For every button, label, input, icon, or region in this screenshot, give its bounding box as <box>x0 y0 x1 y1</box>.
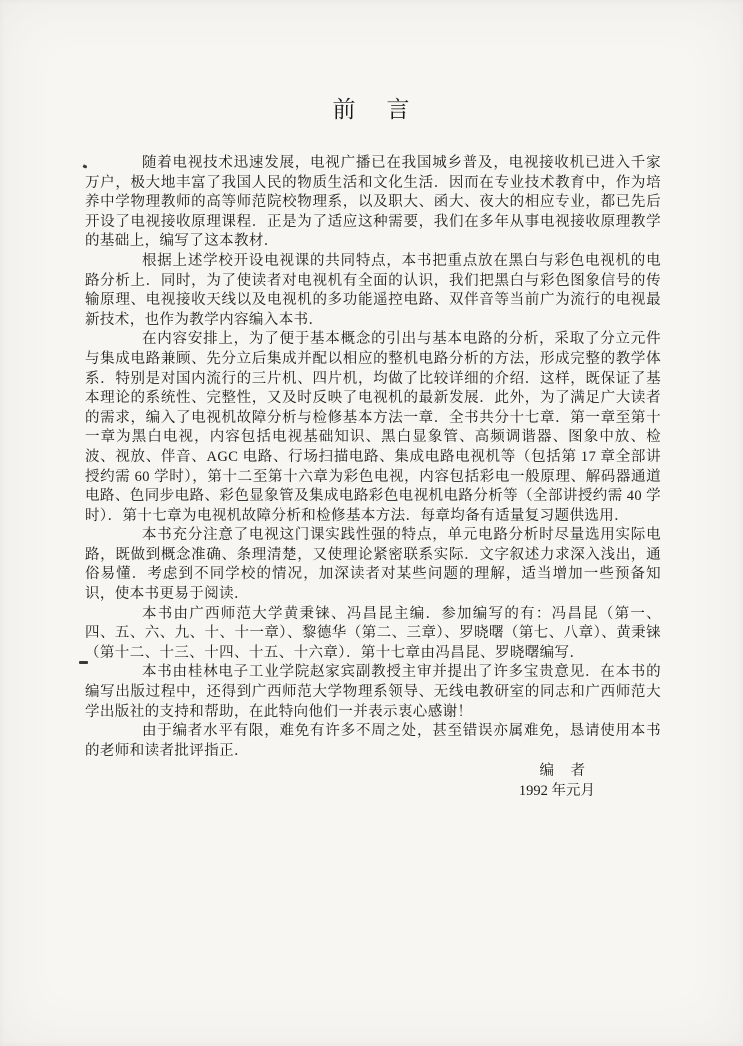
text-block <box>85 96 661 802</box>
paragraph-3: 在内容安排上，为了便于基本概念的引出与基本电路的分析，采取了分立元件与集成电路兼顾、先分立后集成并配以相应的整机电路分析的方法，形成完整的教学体系．特别是对国内流行的三片机、四片机，均做了比较详细的介绍．这样，既保证了基本理论的系统性、完整性，又及时反映了电视机的最新发展．此外，为了满足广大读者的需求，编入了电视机故障分析与检修基本方法一章．全书共分十七章．第一章至第十一章为黑白电视，内容包括电视基础知识、黑白显象管、高频调谐器、图象中放、检波、视放、伴音、AGC 电路、行场扫描电路、集成电路电视机等（包括第 17 章全部讲授约需 60 学时），第十二至第十六章为彩色电视，内容包括彩电一般原理、解码器通道电路、色同步电路、彩色显象管及集成电路彩色电视机电路分析等（全部讲授约需 40 学时）．第十七章为电视机故障分析和检修基本方法．每章均备有适量复习题供选用． <box>85 331 661 524</box>
paragraph-6: 本书由桂林电子工业学院赵家宾副教授主审并提出了许多宝贵意见．在本书的编写出版过程中，还得到广西师范大学物理系领导、无线电教研室的同志和广西师范大学出版社的支持和帮助，在此特向他们一并表示衷心感谢！ <box>85 664 661 720</box>
paragraph-5: 本书由广西师范大学黄秉铼、冯昌昆主编．参加编写的有：冯昌昆（第一、四、五、六、九、十、十一章）、黎德华（第二、三章）、罗晓曙（第七、八章）、黄秉铼（第十二、十三、十四、十五、十六章）．第十七章由冯昌昆、罗晓曙编写． <box>85 605 661 661</box>
paragraph-2: 根据上述学校开设电视课的共同特点，本书把重点放在黑白与彩色电视机的电路分析上．同时，为了使读者对电视机有全面的认识，我们把黑白与彩色图象信号的传输原理、电视接收天线以及电视机的多功能遥控电路、双伴音等当前广为流行的电视最新技术，也作为教学内容编入本书． <box>85 252 661 328</box>
publication-date: 1992 年元月 <box>518 783 595 799</box>
paragraph-7: 由于编者水平有限，难免有许多不周之处，甚至错误亦属难免，恳请使用本书的老师和读者批评指正． <box>85 723 661 759</box>
page-title: 前 言 <box>332 97 414 122</box>
scan-artifact-dash <box>79 661 88 664</box>
author-signature: 编 者 <box>539 763 586 780</box>
paragraph-4: 本书充分注意了电视这门课实践性强的特点，单元电路分析时尽量选用实际电路，既做到概念准确、条理清楚，又使理论紧密联系实际．文字叙述力求深入浅出，通俗易懂．考虑到不同学校的情况，加深读者对某些问题的理解，适当增加一些预备知识，使本书更易于阅读． <box>85 527 661 603</box>
paragraph-1: 随着电视技术迅速发展，电视广播已在我国城乡普及，电视接收机已进入千家万户，极大地丰富了我国人民的物质生活和文化生活．因而在专业技术教育中，作为培养中学物理教师的高等师范院校物理系，以及职大、函大、夜大的相应专业，都已先后开设了电视接收原理课程．正是为了适应这种需要，我们在多年从事电视接收原理教学的基础上，编写了这本教材． <box>85 155 661 250</box>
preface-body <box>85 154 661 761</box>
signature-block <box>85 762 661 801</box>
